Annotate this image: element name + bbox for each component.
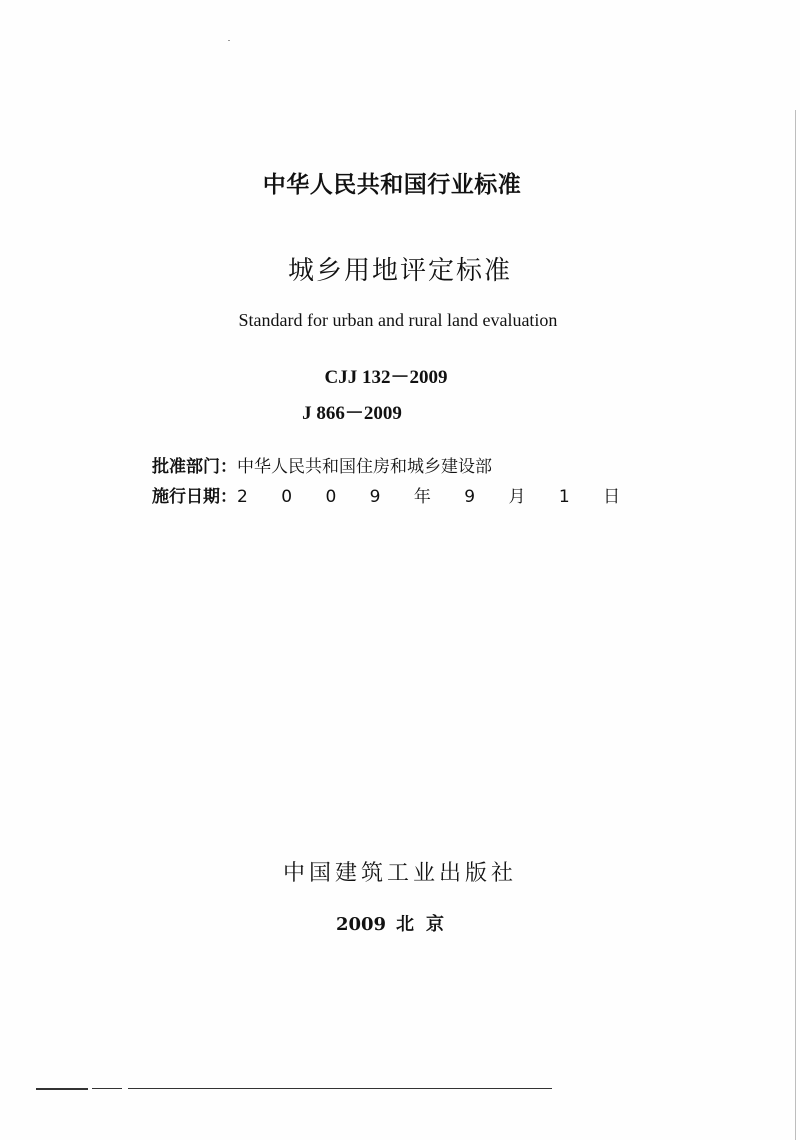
publication-year: 2009 [335, 914, 387, 935]
bottom-rule-segment [92, 1088, 122, 1089]
standard-code-primary: CJJ 132－2009 [324, 367, 448, 388]
effective-date-label: 施行日期： [152, 487, 237, 507]
bottom-rule-segment [128, 1088, 552, 1089]
standard-code-secondary: J 866－2009 [302, 403, 402, 424]
effective-date-value: 2 0 0 9 年 9 月 1 日 [237, 487, 635, 507]
bottom-rule-segment [36, 1088, 88, 1090]
standard-title-english: Standard for urban and rural land evaluation [238, 310, 558, 330]
publication-place [0, 910, 796, 936]
standard-title-chinese: 城乡用地评定标准 [287, 256, 512, 286]
publication-city: 北京 [396, 914, 457, 935]
effective-date-row [152, 482, 634, 507]
approval-label: 批准部门： [152, 457, 237, 477]
publisher-name: 中国建筑工业出版社 [282, 861, 517, 886]
series-title: 中华人民共和国行业标准 [262, 172, 522, 198]
approval-department-row [152, 452, 492, 477]
scan-speck [228, 40, 230, 41]
approval-value: 中华人民共和国住房和城乡建设部 [237, 457, 492, 477]
